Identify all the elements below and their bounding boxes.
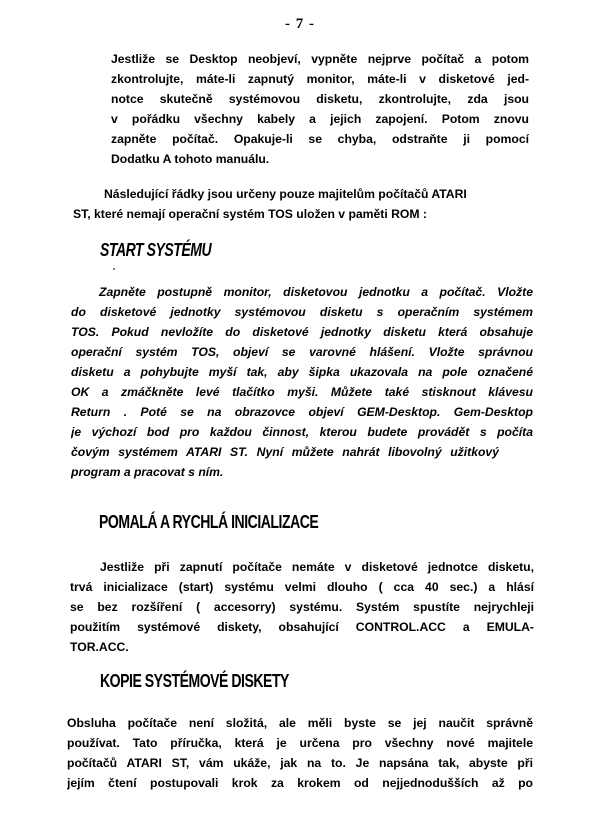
- paragraph-desktop-troubleshooting: [111, 49, 529, 169]
- text-line: operační systém TOS, objeví se varovné hlášení. Vložte správnou: [71, 345, 533, 359]
- text-line: je výchozí bod pro každou činnost, kterou budete provádět s počíta: [71, 425, 533, 439]
- text-line: zapněte počítač. Opakuje-li se chyba, odstraňte ji pomocí: [111, 132, 529, 146]
- text-line: jejím čtení postupovali krok za krokem od nejjednodušších až po: [67, 776, 533, 790]
- text-line: použitím systémové diskety, obsahující CONTROL.ACC a EMULA-: [70, 620, 534, 634]
- text-line: Jestliže se Desktop neobjeví, vypněte nejprve počítač a potom: [111, 52, 529, 66]
- text-line: ST, které nemají operační systém TOS uložen v paměti ROM :: [73, 207, 427, 221]
- text-line: Zapněte postupně monitor, disketovou jednotku a počítač. Vložte: [99, 285, 533, 299]
- text-line: Return . Poté se na obrazovce objeví GEM-Desktop. Gem-Desktop: [71, 405, 533, 419]
- text-line: trvá inicializace (start) systému velmi dlouho ( cca 40 sec.) a hlásí: [70, 580, 534, 594]
- paragraph-inicializace: [70, 557, 534, 657]
- text-line: používat. Tato příručka, která je určena pro všechny nové majitele: [67, 736, 533, 750]
- text-line: notce skutečně systémovou disketu, zkontrolujte, zda jsou: [111, 92, 529, 106]
- text-line: do disketové jednotky systémovou disketu s operačním systémem: [71, 305, 533, 319]
- page-number: - 7 -: [285, 16, 315, 32]
- text-line: disketu a pohybujte myší tak, aby šipka ukazovala na pole označené: [71, 365, 533, 379]
- heading-start-systemu: START SYSTÉMU: [100, 240, 212, 260]
- text-line: TOR.ACC.: [70, 640, 129, 654]
- paragraph-kopie: [67, 713, 533, 793]
- text-line: se bez rozšíření ( accesorry) systému. Systém spustíte nejrychleji: [70, 600, 534, 614]
- text-line: Dodatku A tohoto manuálu.: [111, 152, 270, 166]
- text-line: program a pracovat s ním.: [71, 465, 224, 479]
- text-line: Následující řádky jsou určeny pouze majitelům počítačů ATARI: [104, 187, 467, 201]
- heading-pomala-rychla-inicializace: POMALÁ A RYCHLÁ INICIALIZACE: [99, 512, 319, 532]
- text-line: zkontrolujte, máte-li zapnutý monitor, máte-li v disketové jed-: [111, 72, 529, 86]
- text-line: Obsluha počítače není složitá, ale měli byste se jej naučit správně: [67, 716, 533, 730]
- paragraph-start-systemu: [71, 282, 533, 482]
- text-line: Jestliže při zapnutí počítače nemáte v disketové jednotce disketu,: [100, 560, 534, 574]
- text-line: počítačů ATARI ST, vám ukáže, jak na to. Je napsána tak, abyste při: [67, 756, 533, 770]
- text-line: OK a zmáčkněte levé tlačítko myši. Můžete také stisknout klávesu: [71, 385, 533, 399]
- text-line: čovým systémem ATARI ST. Nyní můžete nahrát libovolný užitkový: [71, 445, 499, 459]
- text-line: TOS. Pokud nevložíte do disketové jednotky disketu která obsahuje: [71, 325, 533, 339]
- heading-kopie-systemove-diskety: KOPIE SYSTÉMOVÉ DISKETY: [100, 671, 289, 691]
- paragraph-rom-notice: [73, 184, 534, 224]
- text-line: v pořádku všechny kabely a jejich zapojení. Potom znovu: [111, 112, 529, 126]
- print-speck: [113, 268, 115, 270]
